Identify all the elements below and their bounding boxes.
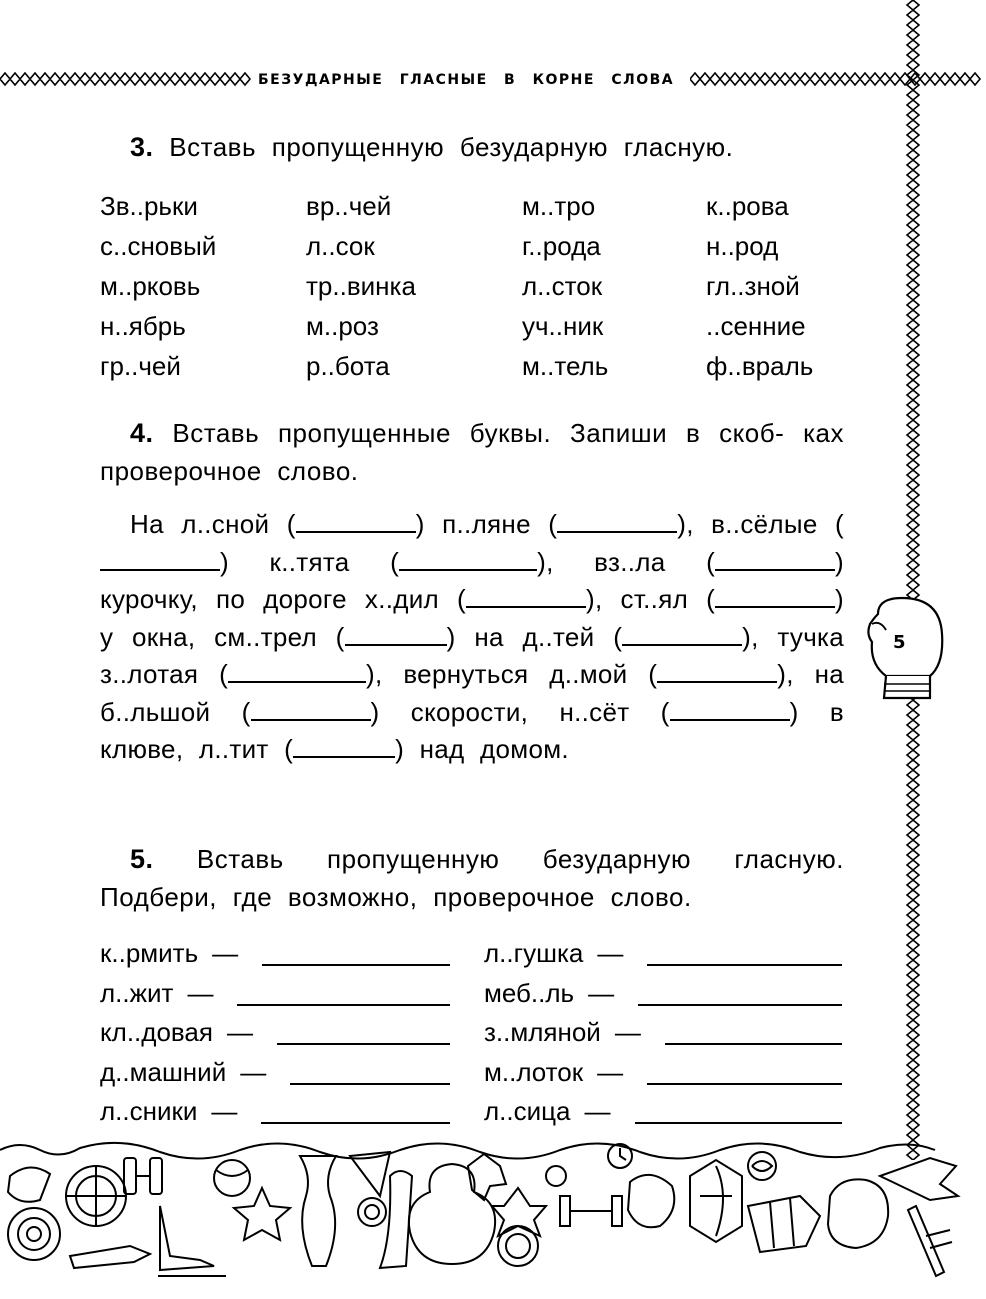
task-3-word: гр..чей [100,351,181,381]
task-4-paragraph: На л..сной ( ) п..ляне ( ), в..сёлые () к..тята ( ), вз..ла ( ) курочку, по дороге х..дил ( ), ст..ял ( ) у окна, см..трел ( ) на д..тей ( ), тучка з..лотая ( ), вернуться д..мой ( ), на б..льшой ( ) скорости, н..сёт ( ) в клюве, л..тит ( ) над домом. [100,509,845,764]
task-5-left-item [100,974,450,1014]
task-5-word-text: м..лоток [484,1056,584,1087]
task-3-number: 3. [130,132,154,162]
task-5-dash: — [226,1017,253,1047]
answer-blank[interactable] [557,509,677,533]
task-5-dash: — [588,977,615,1008]
task-5-dash: — [240,1056,267,1087]
task-3-word: л..сток [522,271,603,301]
task-3-word: ф..враль [706,351,814,381]
answer-blank[interactable] [657,659,777,683]
right-zigzag-border [905,0,921,1160]
task-5-number: 5. [130,844,154,874]
task-3-row [100,306,860,346]
task-3-word: уч..ник [522,311,604,341]
task-4-word: к..тята [269,546,350,577]
answer-line[interactable] [262,964,450,966]
task-5-right-item [484,1092,842,1132]
answer-blank[interactable] [715,584,835,608]
task-5-right-item [484,934,842,974]
answer-line[interactable] [665,1043,842,1045]
task-3-word: ..сенние [706,311,806,341]
task-5-word [484,1013,641,1053]
answer-blank[interactable] [228,659,366,683]
task-5-dash: — [614,1017,641,1047]
task-5-word [100,974,213,1014]
answer-blank[interactable] [293,734,395,758]
task-5-dash: — [597,1056,624,1087]
answer-blank[interactable] [466,584,586,608]
task-3-word: н..ябрь [100,311,186,341]
task-5-right-item [484,974,842,1014]
task-5-word-text: л..сица [484,1096,571,1126]
task-3-word: м..роз [306,311,379,341]
task-5-word [100,1092,237,1132]
task-4-word: тучка [777,621,845,652]
task-5-word-text: д..машний [100,1056,227,1087]
task-5-word-text: л..жит [100,977,174,1008]
task-5-left-item [100,1053,450,1093]
task-4-word: курочку, по дороге [100,584,347,614]
task-5-instruction: Вставь пропущенную безударную гласную. Подбери, где возможно, проверочное слово. [100,844,844,912]
task-3-word: гл..зной [706,271,800,301]
task-4-instruction: Вставь пропущенные буквы. Запиши в скоб- ках проверочное слово. [100,418,844,486]
answer-line[interactable] [638,1004,842,1006]
task-4-word: д..тей [522,621,595,652]
task-3-word: с..сновый [100,231,217,261]
task-4-word: б..льшой [100,696,211,727]
task-4-word: см..трел [214,621,317,652]
task-5-word-text: кл..довая [100,1017,213,1047]
task-3-word: Зв..рьки [100,191,198,221]
task-5-word [484,1053,623,1093]
task-3-row [100,266,860,306]
task-5-word [100,934,238,974]
task-5-right-item [484,1053,842,1093]
task-4-word: На [130,509,164,539]
top-zigzag-border-right [690,72,986,86]
task-4-word: у окна, [100,621,196,652]
task-5-left-item [100,934,450,974]
task-4-word: на [474,621,504,652]
task-3-word-grid [100,186,860,386]
task-3-heading [100,128,844,166]
header-title: БЕЗУДАРНЫЕ ГЛАСНЫЕ В КОРНЕ СЛОВА [258,72,675,88]
task-5-word-text: меб..ль [484,977,575,1008]
answer-blank[interactable] [670,697,790,721]
answer-line[interactable] [277,1043,450,1045]
task-5-dash: — [597,938,624,968]
task-4-number: 4. [130,418,154,448]
task-3-word: л..сок [306,231,375,261]
task-5-word-text: л..гушка [484,938,584,968]
task-5-dash: — [584,1096,611,1126]
task-4-word: скорости, [410,696,529,727]
task-4-punctuation: , [686,509,694,539]
task-3-word: м..рковь [100,271,201,301]
task-4-word: л..сной [181,509,270,539]
task-5-word [484,934,623,974]
answer-line[interactable] [290,1083,450,1085]
task-4-word: вернуться [403,659,529,689]
task-4-word: вз..ла [594,546,666,577]
task-4-word: х..дил [364,584,440,614]
task-5-left-column [100,934,450,1132]
task-5-dash: — [187,977,214,1008]
task-5-word [484,974,614,1014]
task-4-heading [100,414,844,490]
task-4-word: л..тит [198,734,269,764]
answer-line[interactable] [635,1122,843,1124]
boxing-glove-page-tab-icon [864,594,946,712]
top-zigzag-border-left [0,72,252,86]
task-5-left-item [100,1092,450,1132]
task-4-punctuation: , [375,659,383,689]
answer-blank[interactable] [622,622,742,646]
answer-blank[interactable] [715,547,835,571]
task-5-word [100,1013,253,1053]
task-5-word-text: к..рмить [100,938,199,968]
task-5-word-text: з..мляной [484,1017,601,1047]
task-5-right-column [484,934,842,1132]
task-4-punctuation: , [546,546,554,577]
task-3-instruction: Вставь пропущенную безударную гласную. [169,132,734,162]
answer-blank[interactable] [399,547,537,571]
task-5-left-item [100,1013,450,1053]
task-5-heading [100,840,844,916]
task-3-row [100,346,860,386]
answer-line[interactable] [261,1122,450,1124]
task-4-word: н..сёт [559,696,630,727]
task-3-word: к..рова [706,191,789,221]
task-4-punctuation: , [751,621,759,652]
sports-doodle-border-decoration [0,1136,986,1299]
page-number: 5 [893,632,906,653]
task-5-word-text: л..сники [100,1096,198,1126]
task-3-word: н..род [706,231,779,261]
task-3-word: м..тель [522,351,609,381]
task-4-word: ст..ял [620,584,689,614]
task-3-row [100,226,860,266]
task-3-word: тр..винка [306,271,416,301]
answer-blank[interactable] [296,509,416,533]
answer-blank[interactable] [100,547,220,571]
task-4-word: з..лотая [100,659,199,689]
task-5-word [484,1092,611,1132]
task-4-word: над домом. [419,734,569,764]
task-5-right-item [484,1013,842,1053]
task-3-word: р..бота [306,351,390,381]
task-4-punctuation: , [594,584,603,614]
task-3-row [100,186,860,226]
task-3-word: м..тро [522,191,596,221]
answer-blank[interactable] [251,697,371,721]
answer-line[interactable] [647,1083,842,1085]
task-4-word: в..сёлые [711,509,818,539]
task-5-word [100,1053,266,1093]
answer-line[interactable] [647,964,842,966]
task-4-word: в клюве, [100,696,844,764]
task-3-word: вр..чей [306,191,392,221]
answer-blank[interactable] [345,622,447,646]
task-5-dash: — [212,938,239,968]
task-4-word: на [814,659,844,689]
task-3-word: г..рода [522,231,601,261]
answer-line[interactable] [237,1004,450,1006]
task-4-word: п..ляне [442,509,531,539]
task-4-word: д..мой [549,659,628,689]
task-5-dash: — [211,1096,238,1126]
task-4-punctuation: , [786,659,794,689]
